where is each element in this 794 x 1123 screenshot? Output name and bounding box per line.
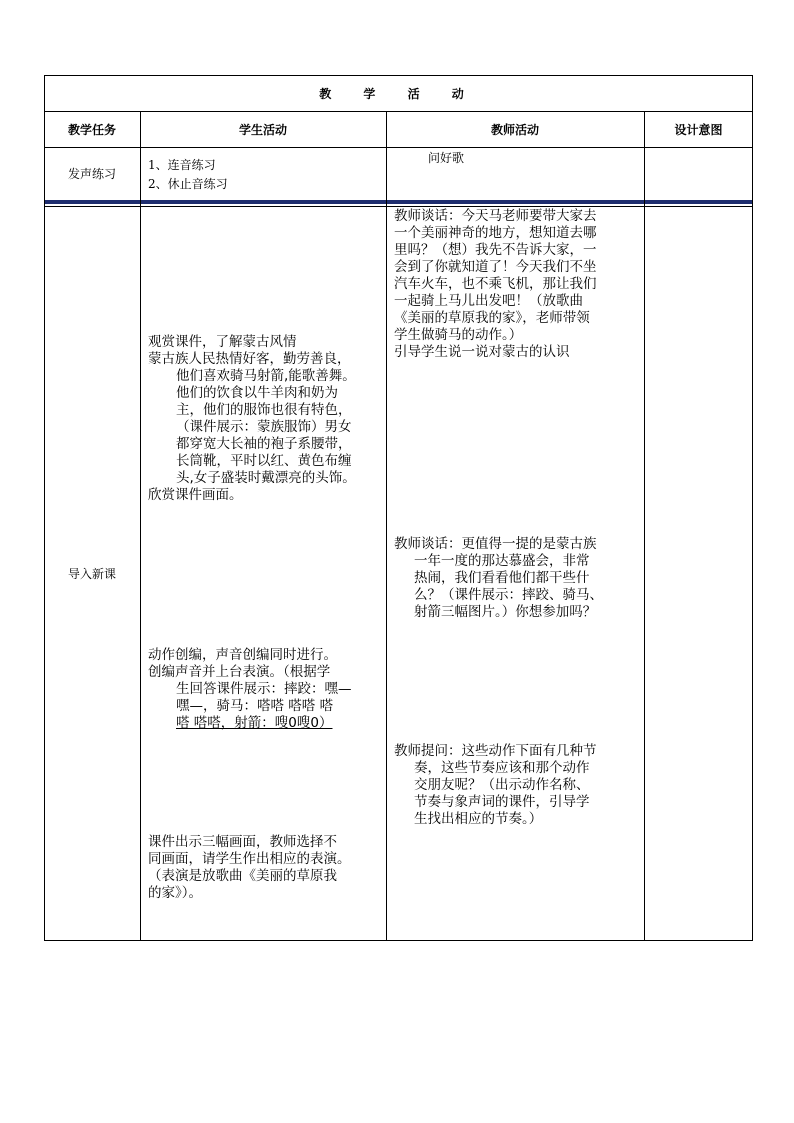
text-line: 热闹，我们看看他们都干些什 <box>414 570 590 586</box>
text-line: 课件出示三幅画面，教师选择不 <box>148 834 337 850</box>
teacher-block-intro-talk <box>394 208 597 361</box>
table-title: 教 学 活 动 <box>319 86 478 101</box>
text-line: 教师提问：这些动作下面有几种节 <box>394 743 597 759</box>
text-line: 学生做骑马的动作。） <box>394 327 523 343</box>
text-line: 交朋友呢？（出示动作名称、 <box>414 777 590 793</box>
list-item: 1、连音练习 <box>148 158 216 172</box>
section-divider-band <box>44 200 753 204</box>
header-design-intent: 设计意图 <box>674 122 723 137</box>
text-line: 教师谈话：更值得一提的是蒙古族 <box>394 536 597 552</box>
lesson-activity-table <box>44 75 753 941</box>
text-line: 他们的饮食以牛羊肉和奶为 <box>176 385 338 401</box>
header-task: 教学任务 <box>67 122 116 137</box>
teacher-block-naadam-talk <box>394 536 603 621</box>
text-line: 引导学生说一说对蒙古的认识 <box>394 344 570 360</box>
text-line: 生回答课件展示：摔跤：嘿— <box>176 681 352 697</box>
text-line: 汽车火车，也不乘飞机，那让我们 <box>394 276 597 292</box>
text-line: 动作创编，声音创编同时进行。 <box>148 647 337 663</box>
row2-task: 导入新课 <box>67 566 116 581</box>
text-line: 一年一度的那达慕盛会，非常 <box>414 553 590 569</box>
text-line: 节奏与象声词的课件，引导学 <box>414 794 590 810</box>
text-line: 蒙古族人民热情好客，勤劳善良， <box>148 351 351 367</box>
text-line: 观赏课件，了解蒙古风情 <box>148 334 297 350</box>
table-border-right <box>752 75 753 941</box>
text-line: 主，他们的服饰也很有特色， <box>176 402 352 418</box>
teacher-block-rhythm-question <box>394 743 597 828</box>
text-line: 会到了你就知道了！今天我们不坐 <box>394 259 597 275</box>
table-border-bottom <box>44 940 753 941</box>
column-divider-1 <box>140 111 141 941</box>
student-block-performance <box>148 834 351 902</box>
text-line: 嘿—，骑马：嗒嗒 嗒嗒 嗒 <box>176 698 334 714</box>
text-line: 头,女子盛装时戴漂亮的头饰。 <box>176 470 356 486</box>
row1-teacher-activity: 问好歌 <box>428 151 465 165</box>
header-student-activity: 学生活动 <box>238 122 287 137</box>
text-line: 射箭三幅图片。）你想参加吗？ <box>414 604 597 620</box>
text-line: （课件展示：蒙族服饰）男女 <box>176 419 352 435</box>
text-line: 都穿宽大长袖的袍子系腰带， <box>176 436 352 452</box>
row1-student-activity <box>148 156 228 194</box>
text-line: 么？（课件展示：摔跤、骑马、 <box>414 587 603 603</box>
student-block-creation <box>148 647 352 732</box>
text-line: 一个美丽神奇的地方，想知道去哪 <box>394 225 597 241</box>
header-row-divider <box>44 147 753 148</box>
text-line: 创编声音并上台表演。（根据学 <box>148 664 331 680</box>
text-line: 教师谈话：今天马老师要带大家去 <box>394 208 597 224</box>
list-item: 2、休止音练习 <box>148 177 228 191</box>
column-divider-3 <box>644 111 645 941</box>
text-line: 生找出相应的节奏。） <box>414 811 543 827</box>
text-line: 同画面，请学生作出相应的表演。 <box>148 851 351 867</box>
row-divider <box>44 206 753 207</box>
row1-task: 发声练习 <box>67 167 116 181</box>
text-line: 欣赏课件画面。 <box>148 487 243 503</box>
text-line: （表演是放歌曲《美丽的草原我 <box>148 868 337 884</box>
student-block-culture <box>148 334 356 504</box>
text-line: 嗒 嗒嗒，射箭：嗖0嗖0） <box>176 715 333 731</box>
text-line: 他们喜欢骑马射箭,能歌善舞。 <box>176 368 356 384</box>
text-line: 里吗？（想）我先不告诉大家，一 <box>394 242 597 258</box>
text-line: 的家》）。 <box>148 885 202 901</box>
text-line: 《美丽的草原我的家》，老师带领 <box>394 310 590 326</box>
header-teacher-activity: 教师活动 <box>490 122 539 137</box>
text-line: 长筒靴，平时以红、黄色布缠 <box>176 453 352 469</box>
column-divider-2 <box>386 111 387 941</box>
text-line: 奏，这些节奏应该和那个动作 <box>414 760 590 776</box>
text-line: 一起骑上马儿出发吧！（放歌曲 <box>394 293 583 309</box>
